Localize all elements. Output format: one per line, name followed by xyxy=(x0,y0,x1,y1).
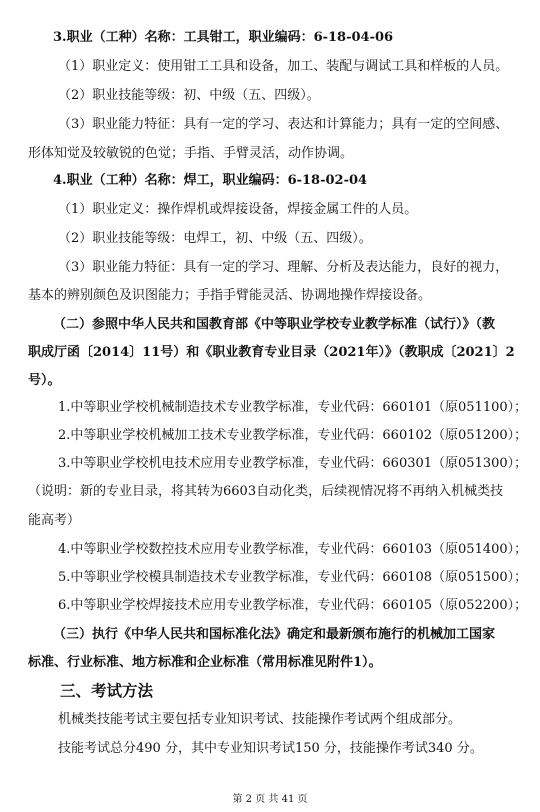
section4-definition: （1）职业定义：操作焊机或焊接设备，焊接金属工件的人员。 xyxy=(58,202,418,217)
exam-heading: 三、考试方法 xyxy=(60,681,154,700)
part2-line2: 职成厅函〔2014〕11号）和《职业教育专业目录（2021年）》（教职成〔2021〕2 xyxy=(28,345,515,360)
section3-skill-level: （2）职业技能等级：初、中级（五、四级）。 xyxy=(58,88,320,103)
standard-item-5: 5.中等职业学校模具制造技术专业教学标准，专业代码：660108（原051500）； xyxy=(58,570,528,585)
section3-heading: 3.职业（工种）名称：工具钳工，职业编码：6-18-04-06 xyxy=(53,30,394,45)
part2-line1: （二）参照中华人民共和国教育部《中等职业学校专业教学标准（试行）》（教 xyxy=(53,317,496,332)
standard-note-line1: （说明：新的专业目录，将其转为6603自动化类，后续视情况将不再纳入机械类技 xyxy=(28,484,504,499)
section4-ability-line1: （3）职业能力特征：具有一定的学习、理解、分析及表达能力，良好的视力， xyxy=(58,260,509,275)
section3-definition: （1）职业定义：使用钳工工具和设备，加工、装配与调试工具和样板的人员。 xyxy=(58,59,509,74)
standard-item-1: 1.中等职业学校机械制造技术专业教学标准，专业代码：660101（原051100）； xyxy=(58,400,528,415)
section4-heading: 4.职业（工种）名称：焊工，职业编码：6-18-02-04 xyxy=(53,173,368,188)
exam-line2: 技能考试总分490 分，其中专业知识考试150 分，技能操作考试340 分。 xyxy=(58,741,483,756)
standard-item-2: 2.中等职业学校机械加工技术专业教学标准，专业代码：660102（原051200）； xyxy=(58,428,528,443)
page-footer: 第 2 页 共 41 页 xyxy=(232,794,308,805)
section3-ability-line1: （3）职业能力特征：具有一定的学习、表达和计算能力；具有一定的空间感、 xyxy=(58,117,509,132)
standard-item-4: 4.中等职业学校数控技术应用专业教学标准，专业代码：660103（原051400）； xyxy=(58,542,528,557)
exam-line1: 机械类技能考试主要包括专业知识考试、技能操作考试两个组成部分。 xyxy=(58,712,462,727)
section3-ability-line2: 形体知觉及较敏锐的色觉；手指、手臂灵活，动作协调。 xyxy=(28,146,354,161)
section4-skill-level: （2）职业技能等级：电焊工，初、中级（五、四级）。 xyxy=(58,231,372,246)
section4-ability-line2: 基本的辨别颜色及识图能力；手指手臂能灵活、协调地操作焊接设备。 xyxy=(28,288,432,303)
part3-line1: （三）执行《中华人民共和国标准化法》确定和最新颁布施行的机械加工国家 xyxy=(53,627,496,642)
standard-item-3: 3.中等职业学校机电技术应用专业教学标准，专业代码：660301（原051300）； xyxy=(58,456,528,471)
part3-line2: 标准、行业标准、地方标准和企业标准（常用标准见附件1）。 xyxy=(28,655,382,670)
standard-note-line2: 能高考） xyxy=(28,513,81,528)
standard-item-6: 6.中等职业学校焊接技术应用专业教学标准，专业代码：660105（原052200）； xyxy=(58,598,528,613)
part2-line3: 号）。 xyxy=(28,373,61,388)
